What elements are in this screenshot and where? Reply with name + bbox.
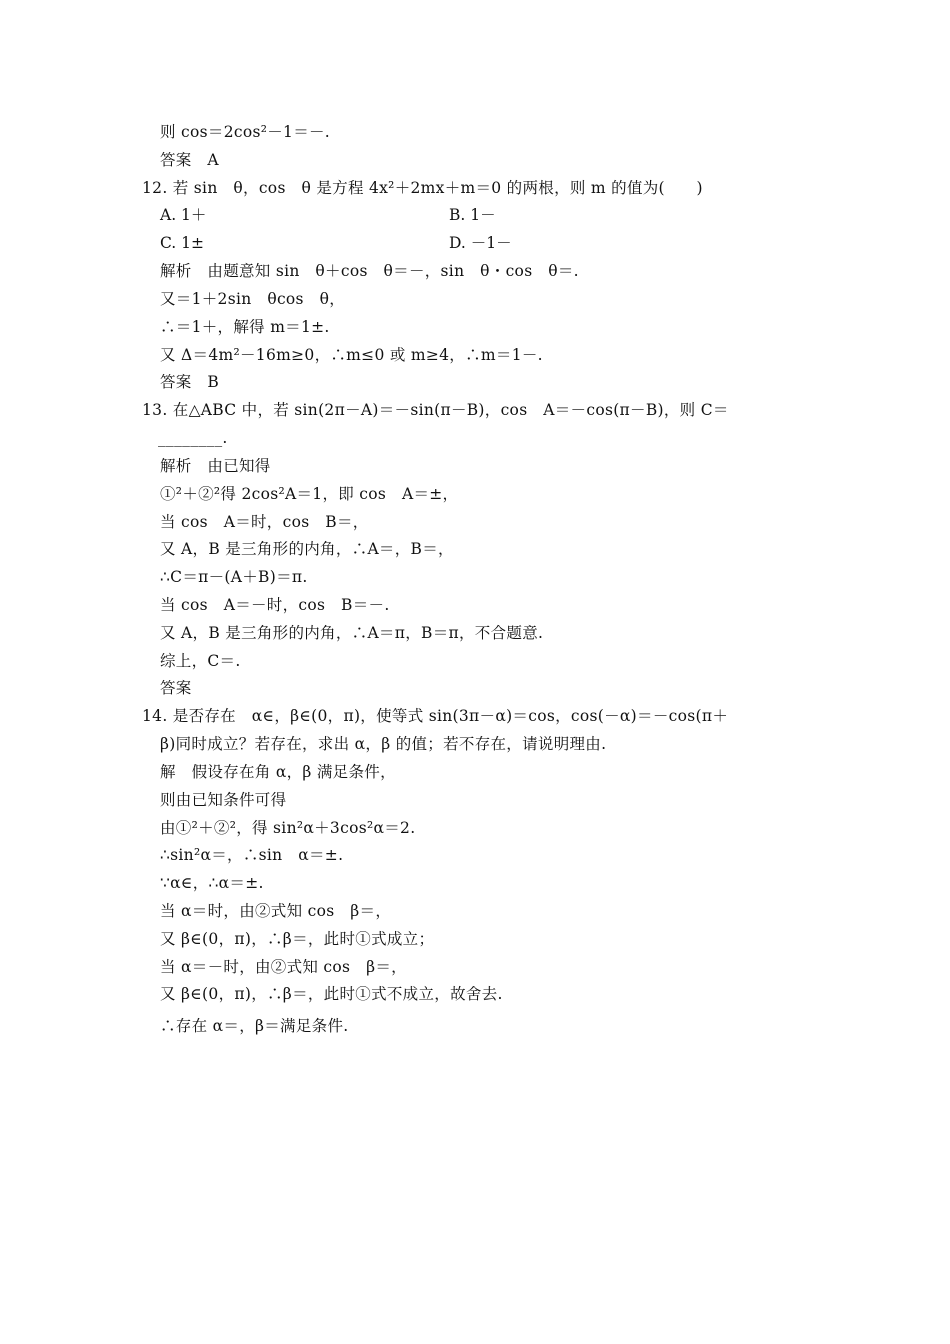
solution-line: ∴sin²α＝，∴sin α＝±. xyxy=(160,846,344,864)
question-13: 13. 在△ABC 中，若 sin(2π－A)＝－sin(π－B)，cos A＝－cos(π－B)，则 C＝ xyxy=(142,401,729,419)
answer-line: 答案 A xyxy=(160,151,219,169)
solution-line: 又 A，B 是三角形的内角，∴A＝π，B＝π，不合题意. xyxy=(160,624,544,642)
question-14: 14. 是否存在 α∈，β∈(0，π)，使等式 sin(3π－α)＝cos，cos(－α)＝－cos(π＋ xyxy=(142,707,729,725)
solution-line: 又 A，B 是三角形的内角，∴A＝，B＝， xyxy=(160,540,454,558)
solution-line: ①²＋②²得 2cos²A＝1，即 cos A＝±， xyxy=(160,485,459,503)
solution-line: 又 β∈(0，π)，∴β＝，此时①式不成立，故舍去. xyxy=(160,985,503,1003)
question-12: 12. 若 sin θ，cos θ 是方程 4x²＋2mx＋m＝0 的两根，则 m 的值为( ) xyxy=(142,179,703,197)
option-b: B. 1－ xyxy=(449,206,496,224)
option-d: D. －1－ xyxy=(449,234,512,252)
option-a: A. 1＋ xyxy=(160,206,207,224)
solution-line: 又 Δ＝4m²－16m≥0，∴m≤0 或 m≥4，∴m＝1－. xyxy=(160,346,543,364)
solution-line: ∴＝1＋，解得 m＝1±. xyxy=(160,318,330,336)
solution-line: 则由已知条件可得 xyxy=(160,791,287,809)
solution-line: 当 cos A＝时，cos B＝， xyxy=(160,513,369,531)
solution-line: ∵α∈，∴α＝±. xyxy=(160,874,264,892)
solution-line: 当 α＝－时，由②式知 cos β＝， xyxy=(160,958,407,976)
solution-line: ∴C＝π－(A＋B)＝π. xyxy=(160,568,308,586)
solution-line: ∴存在 α＝，β＝满足条件. xyxy=(160,1017,349,1035)
option-c: C. 1± xyxy=(160,234,205,252)
solution-line: 又 β∈(0，π)，∴β＝，此时①式成立； xyxy=(160,930,435,948)
solution-line: 由①²＋②²，得 sin²α＋3cos²α＝2. xyxy=(160,819,416,837)
question-14-cont: β)同时成立？若存在，求出 α，β 的值；若不存在，请说明理由. xyxy=(160,735,607,753)
text-line: 则 cos＝2cos²－1＝－. xyxy=(160,123,331,141)
answer-line: 答案 xyxy=(160,679,192,697)
solution-line: 当 cos A＝－时，cos B＝－. xyxy=(160,596,390,614)
answer-line: 答案 B xyxy=(160,373,220,391)
solution-line: 解析 由已知得 xyxy=(160,457,271,475)
solution-line: 综上，C＝. xyxy=(160,652,241,670)
solution-line: 解析 由题意知 sin θ＋cos θ＝－，sin θ・cos θ＝. xyxy=(160,262,579,280)
solution-line: 解 假设存在角 α，β 满足条件， xyxy=(160,763,396,781)
solution-line: 当 α＝时，由②式知 cos β＝， xyxy=(160,902,392,920)
solution-line: 又＝1＋2sin θcos θ， xyxy=(160,290,346,308)
answer-blank: ________. xyxy=(158,429,228,447)
